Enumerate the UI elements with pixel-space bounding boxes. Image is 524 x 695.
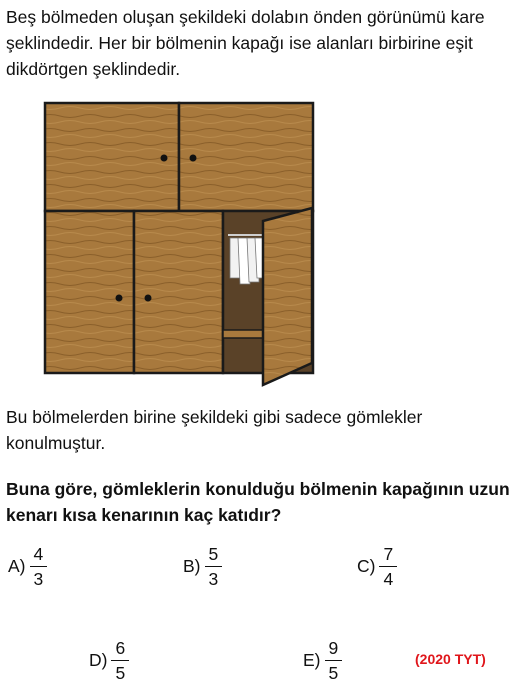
option-fraction — [325, 638, 343, 683]
door-knob — [116, 295, 123, 302]
door-knob — [190, 155, 197, 162]
fraction-numerator: 5 — [205, 544, 223, 567]
shirts-icon — [230, 238, 266, 284]
bottom-left-door — [45, 211, 134, 373]
question-text: Buna göre, gömleklerin konulduğu bölmenin kapağının uzun kenarı kısa kenarının kaç katıdır? — [6, 479, 510, 525]
bottom-middle-door — [134, 211, 223, 373]
top-right-door — [179, 103, 313, 211]
option-b[interactable] — [183, 544, 222, 589]
option-fraction — [30, 544, 48, 589]
option-letter: D) — [89, 650, 108, 670]
fraction-denominator: 5 — [328, 663, 339, 683]
option-fraction — [379, 544, 397, 589]
option-c[interactable] — [357, 544, 397, 589]
wardrobe-figure — [40, 98, 325, 388]
problem-intro: Beş bölmeden oluşan şekildeki dolabın önden görünümü kare şeklindedir. Her bir bölmenin kapağı ise alanları birbirine eşit dikdörtgen şeklindedir. — [6, 7, 485, 79]
option-fraction — [111, 638, 129, 683]
fraction-numerator: 6 — [111, 638, 129, 661]
option-e[interactable] — [303, 638, 342, 683]
fraction-numerator: 7 — [379, 544, 397, 567]
option-a[interactable] — [8, 544, 47, 589]
fraction-numerator: 4 — [30, 544, 48, 567]
exam-source-label: (2020 TYT) — [415, 651, 486, 667]
option-letter: E) — [303, 650, 321, 670]
fraction-denominator: 4 — [383, 569, 394, 589]
fraction-denominator: 3 — [33, 569, 44, 589]
fraction-denominator: 3 — [208, 569, 219, 589]
option-letter: B) — [183, 556, 201, 576]
fraction-numerator: 9 — [325, 638, 343, 661]
option-letter: C) — [357, 556, 376, 576]
open-door — [263, 208, 312, 385]
fraction-denominator: 5 — [115, 663, 126, 683]
problem-statement: Bu bölmelerden birine şekildeki gibi sadece gömlekler konulmuştur. — [6, 407, 423, 453]
option-fraction — [205, 544, 223, 589]
option-letter: A) — [8, 556, 26, 576]
option-d[interactable] — [89, 638, 129, 683]
door-knob — [145, 295, 152, 302]
top-left-door — [45, 103, 179, 211]
door-knob — [161, 155, 168, 162]
